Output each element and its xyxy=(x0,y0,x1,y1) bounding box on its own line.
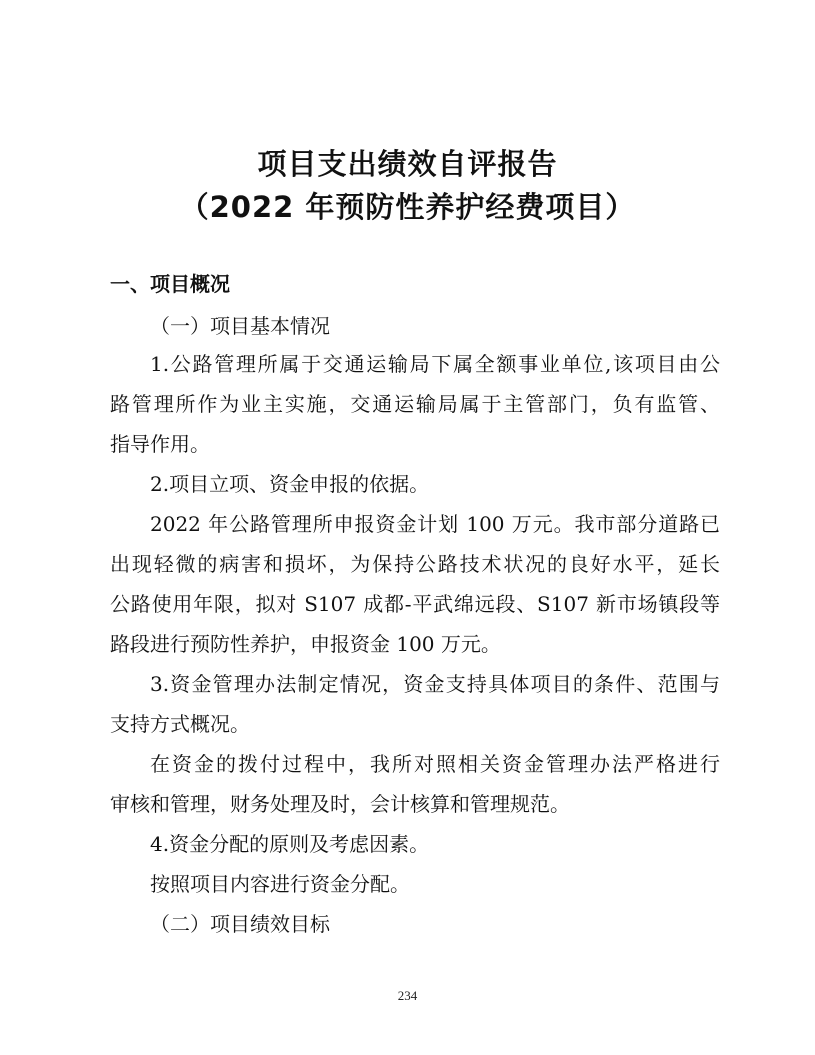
section-heading-overview: 一、项目概况 xyxy=(110,272,230,296)
paragraph-line: 审核和管理，财务处理及时，会计核算和管理规范。 xyxy=(110,792,570,816)
paragraph-line: 出现轻微的病害和损坏，为保持公路技术状况的良好水平，延长 xyxy=(110,552,720,576)
paragraph-line: 指导作用。 xyxy=(110,432,210,456)
paragraph-line: 1.公路管理所属于交通运输局下属全额事业单位,该项目由公 xyxy=(150,352,720,376)
paragraph-line: 在资金的拨付过程中，我所对照相关资金管理办法严格进行 xyxy=(150,752,720,776)
paragraph-line: 4.资金分配的原则及考虑因素。 xyxy=(150,832,430,856)
paragraph-line: 3.资金管理办法制定情况，资金支持具体项目的条件、范围与 xyxy=(150,672,720,696)
paragraph-line: 公路使用年限，拟对 S107 成都-平武绵远段、S107 新市场镇段等 xyxy=(110,592,720,616)
subsection-heading-performance-goals: （二）项目绩效目标 xyxy=(150,912,330,936)
report-title: 项目支出绩效自评报告 xyxy=(257,147,558,181)
paragraph-line: 2.项目立项、资金申报的依据。 xyxy=(150,472,430,496)
paragraph-line: 路管理所作为业主实施，交通运输局属于主管部门，负有监管、 xyxy=(110,392,720,416)
subsection-heading-basic-info: （一）项目基本情况 xyxy=(150,314,330,338)
paragraph-line: 路段进行预防性养护，申报资金 100 万元。 xyxy=(110,632,501,656)
paragraph-line: 按照项目内容进行资金分配。 xyxy=(150,872,410,896)
report-subtitle: （2022 年预防性养护经费项目） xyxy=(179,190,636,224)
paragraph-line: 支持方式概况。 xyxy=(110,712,250,736)
page-number: 234 xyxy=(397,988,418,1003)
paragraph-line: 2022 年公路管理所申报资金计划 100 万元。我市部分道路已 xyxy=(150,512,720,536)
